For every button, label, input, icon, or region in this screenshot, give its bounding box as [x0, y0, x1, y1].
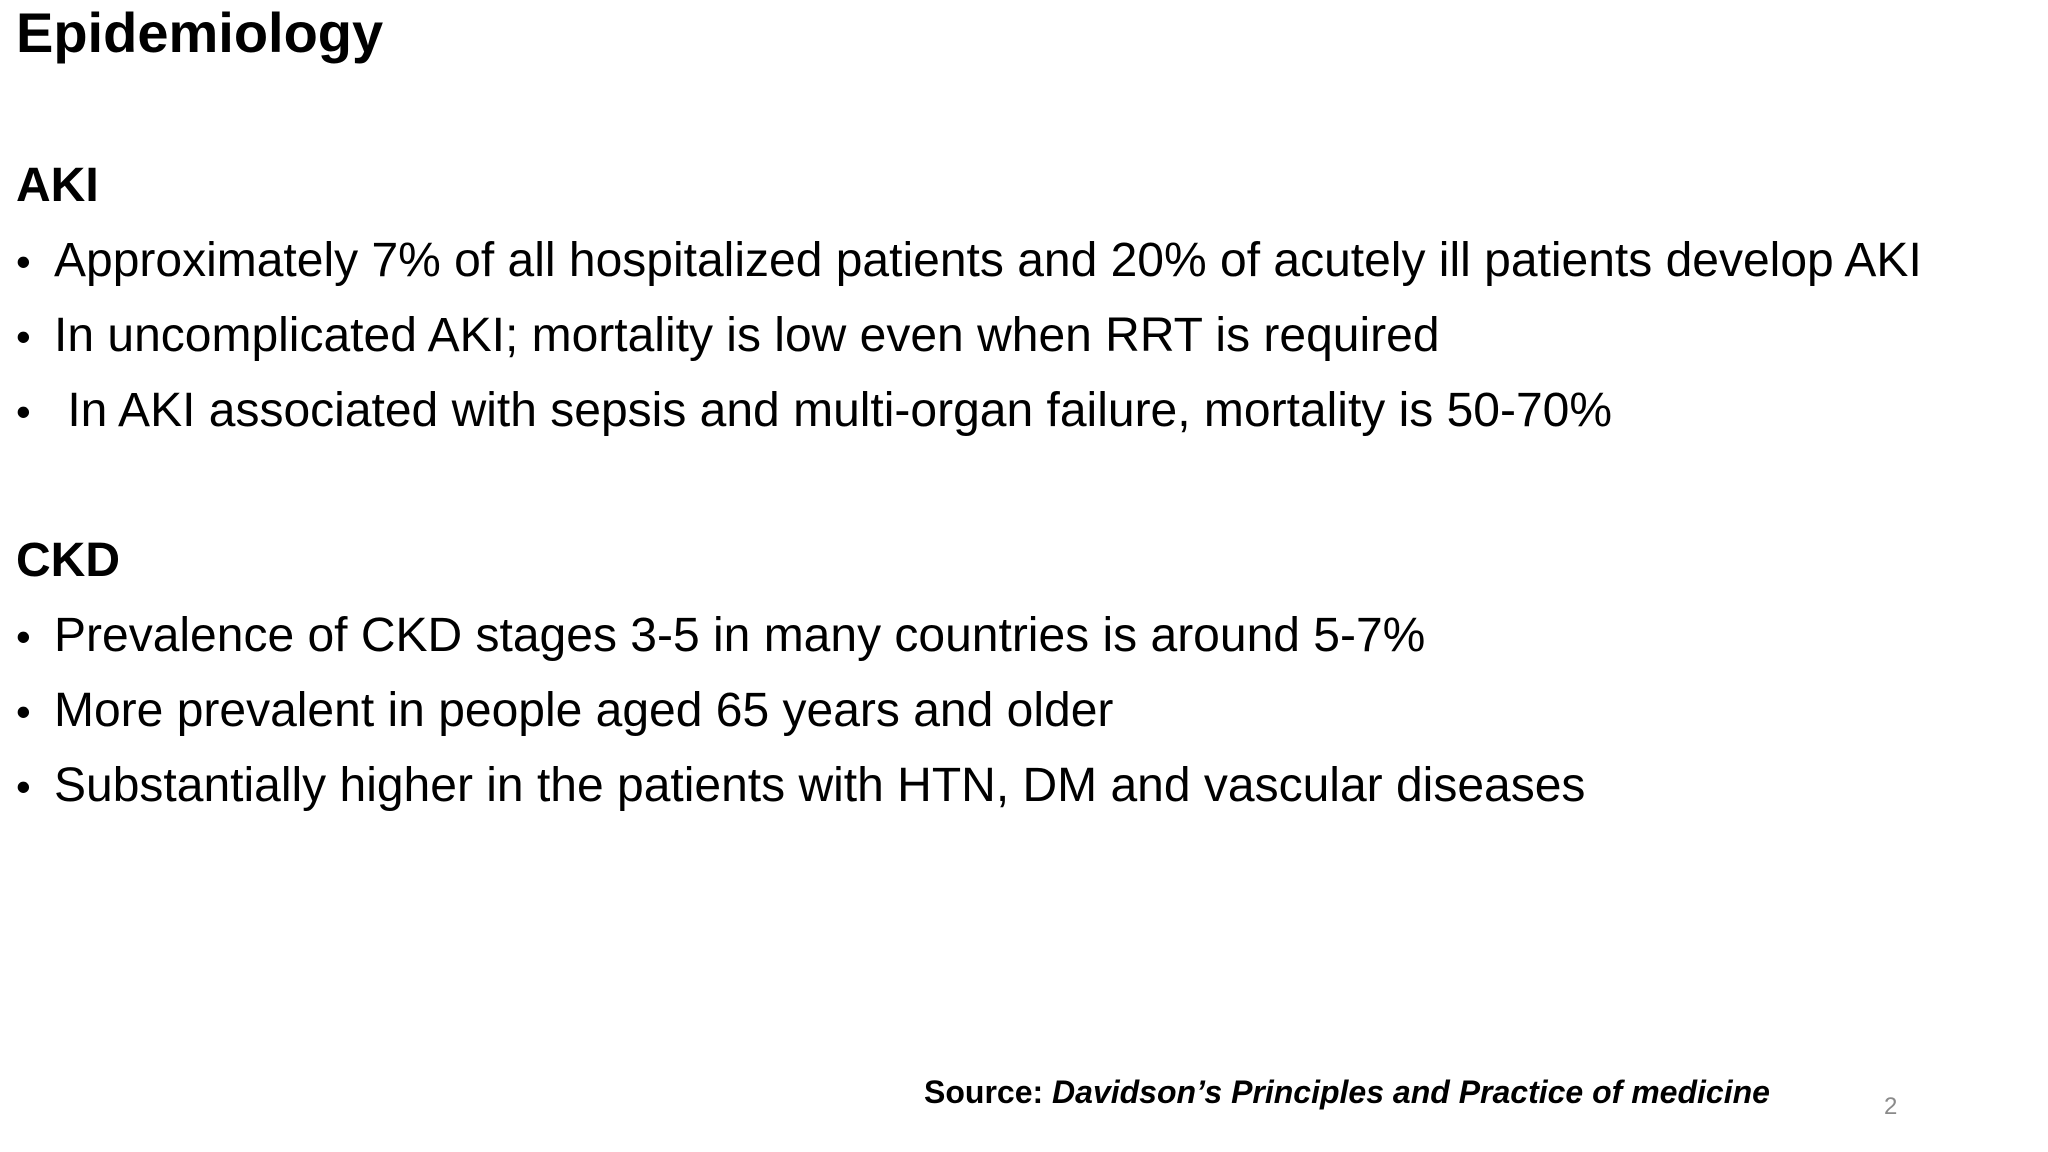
slide-title: Epidemiology [16, 1, 384, 64]
bullet-dot-icon: • [16, 313, 31, 360]
source-book-title: Davidson’s Principles and Practice of medicine [1052, 1074, 1770, 1110]
bullet-dot-icon: • [16, 763, 31, 810]
aki-bullet-item [16, 298, 1922, 373]
ckd-bullet-item [16, 748, 1585, 823]
ckd-heading: CKD [16, 534, 120, 587]
source-citation [924, 1072, 1770, 1112]
bullet-text: Prevalence of CKD stages 3-5 in many countries is around 5-7% [54, 609, 1426, 662]
ckd-bullet-list [16, 598, 1585, 823]
bullet-text: Approximately 7% of all hospitalized patients and 20% of acutely ill patients develop AKI [54, 234, 1922, 287]
bullet-dot-icon: • [16, 238, 31, 285]
page-number: 2 [1884, 1093, 1898, 1120]
source-label: Source: [924, 1074, 1053, 1110]
aki-heading: AKI [16, 159, 99, 212]
ckd-bullet-item [16, 673, 1585, 748]
bullet-text: Substantially higher in the patients with HTN, DM and vascular diseases [54, 759, 1586, 812]
bullet-text: More prevalent in people aged 65 years and older [54, 684, 1114, 737]
bullet-text: In AKI associated with sepsis and multi-organ failure, mortality is 50-70% [54, 384, 1613, 437]
bullet-dot-icon: • [16, 688, 31, 735]
bullet-dot-icon: • [16, 613, 31, 660]
ckd-bullet-item [16, 598, 1585, 673]
bullet-dot-icon: • [16, 388, 31, 435]
bullet-text: In uncomplicated AKI; mortality is low even when RRT is required [54, 309, 1440, 362]
aki-bullet-list [16, 223, 1922, 448]
aki-bullet-item [16, 223, 1922, 298]
aki-bullet-item [16, 373, 1922, 448]
